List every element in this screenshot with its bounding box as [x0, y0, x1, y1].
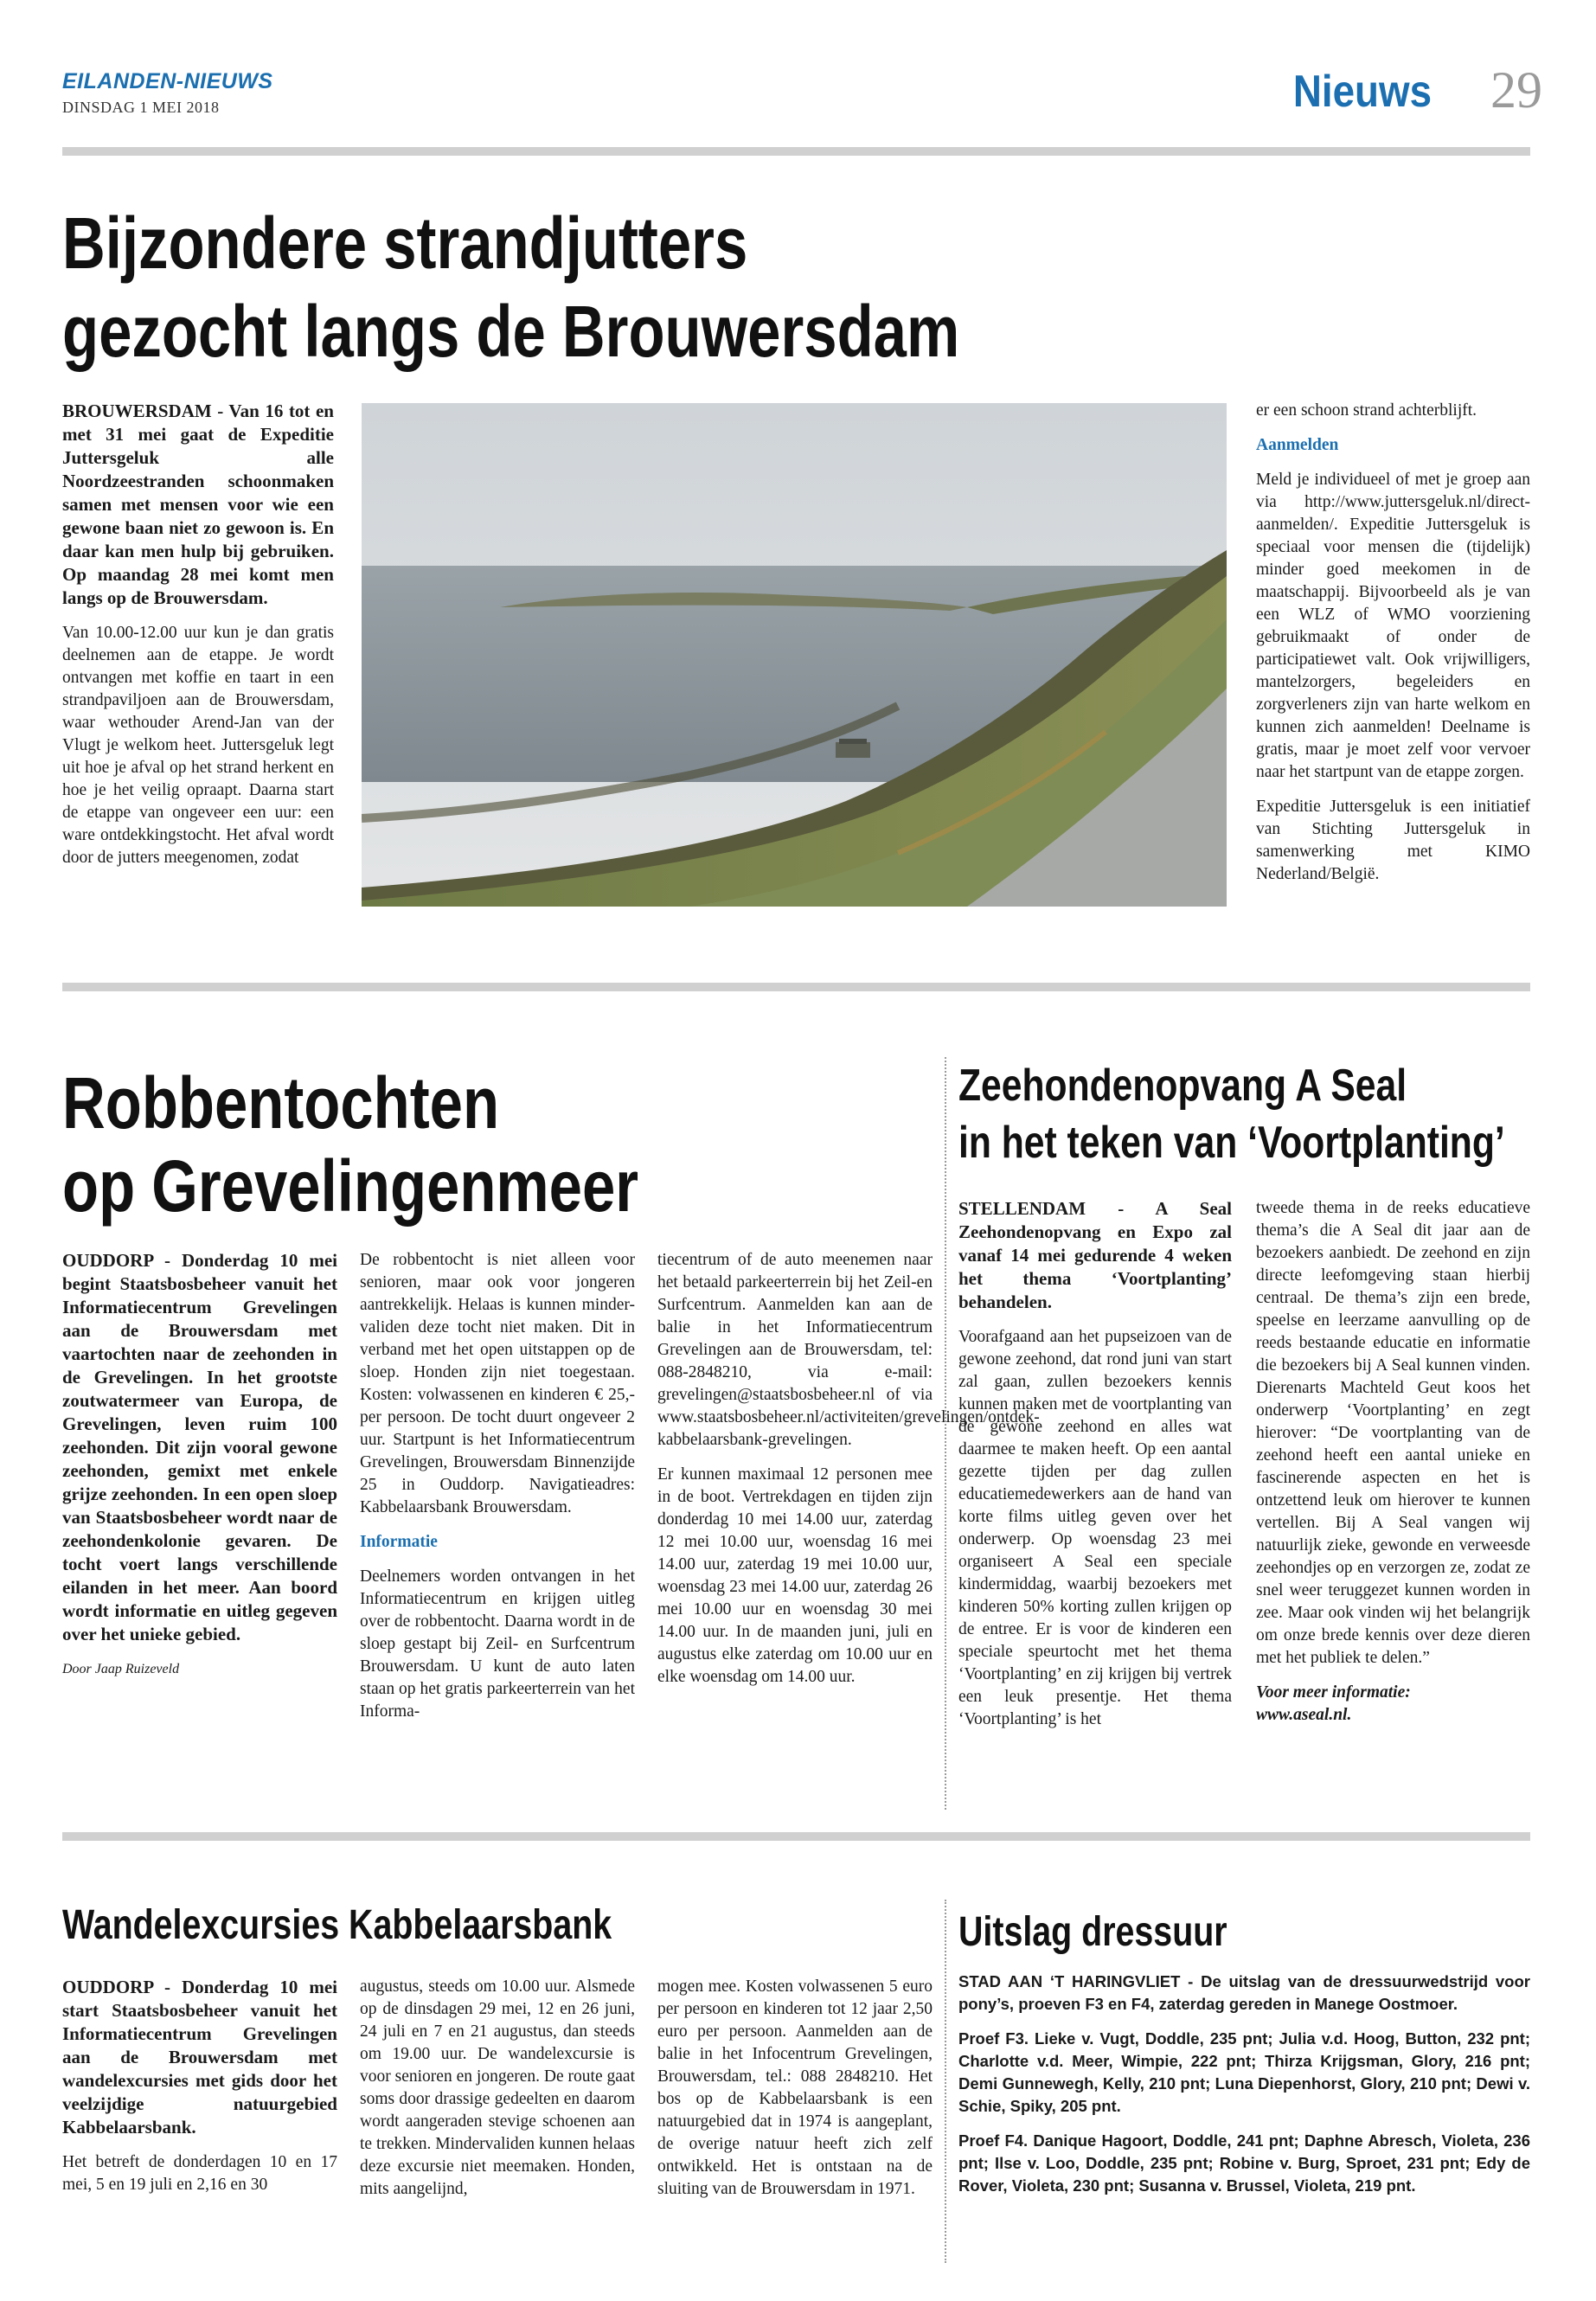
- article-divider-1: [62, 983, 1530, 991]
- article3-column2: [1256, 1197, 1530, 1727]
- masthead-logo: EILANDEN-NIEUWS: [62, 69, 273, 93]
- article4-body1: Het betreft de donderdagen 10 en 17 mei, 5 en 19 juli en 2,16 en 30: [62, 2153, 337, 2194]
- article1-headline-line2: gezocht langs de Brouwersdam: [62, 291, 960, 372]
- article3-headline-line2: in het teken van ‘Voortplanting’: [958, 1118, 1505, 1168]
- article2-lead: OUDDORP - Donderdag 10 mei begint Staatsbosbeheer vanuit het Informatiecentrum Grevelingen aan de Brouwersdam met vaartochten naar de zeehonden in de Grevelingen. In het grootste zoutwatermeer van Europa, de Grevelingen, leven ruim 100 zeehonden. Dit zijn vooral gewone zeehonden, gemixt met enkele grijze zeehonden. In een open sloep van Staatsbosbeheer wordt naar de zeehondenkolonie gevaren. De tocht voert langs verschillende eilanden in het meer. Aan boord wordt informatie en uitleg gegeven over het unieke gebied.: [62, 1250, 337, 1644]
- article4-body3: mogen mee. Kosten volwassenen 5 euro per persoon en kinderen tot 12 jaar 2,50 euro per persoon. Aanmelden aan de balie in het Infocentrum Grevelingen, Brouwersdam, tel.: 088 2848210. Het bos op de Kabbelaarsbank is een natuurgebied dat in 1974 is aangeplant, de overige natuur heeft zich zelf ontwikkeld. Het is ontstaan na de sluiting van de Brouwersdam in 1971.: [657, 1977, 933, 2198]
- article5-headline: Uitslag dressuur: [958, 1909, 1227, 1955]
- article4-column1: [62, 1976, 337, 2208]
- dressage-results-f4: Proef F4. Danique Hagoort, Doddle, 241 pnt; Daphne Abresch, Violeta, 236 pnt; Ilse v. Loo, Doddle, 235 pnt; Robine v. Burg, Sproet, 231 pnt; Edy de Rover, Violeta, 230 pnt; Susanna v. Brussel, Violeta, 219 pnt.: [958, 2131, 1530, 2195]
- article2-subhead-informatie: Informatie: [360, 1533, 438, 1551]
- article1-body2: er een schoon strand achterblijft.: [1256, 401, 1477, 420]
- article1-subhead-aanmelden: Aanmelden: [1256, 436, 1339, 454]
- article1-column1: [62, 400, 334, 881]
- header-rule: [62, 147, 1530, 156]
- article1-body1: Van 10.00-12.00 uur kun je dan gratis deelnemen aan de etappe. Je wordt ontvangen met koffie en taart in een strandpaviljoen aan de Brouwersdam, waar wethouder Arend-Jan van der Vlugt je welkom heet. Juttersgeluk legt uit hoe je afval op het strand herkent en hoe je het veilig opraapt. Daarna start de etappe van ongeveer een uur: een ware ontdekkingstocht. Het afval wordt door de jutters meegenomen, zodat: [62, 624, 334, 867]
- article3-headline-line1: Zeehondenopvang A Seal: [958, 1061, 1407, 1111]
- article2-body-a: De robbentocht is niet alleen voor senioren, maar ook voor jongeren aantrekkelijk. Helaas is kunnen minder-validen deze tocht niet maken. Dit in verband met het open uitstappen op de sloep. Honden zijn niet toegestaan. Kosten: volwassenen en kinderen € 25,- per persoon. De tocht duurt ongeveer 2 uur. Startpunt is het Informatiecentrum Grevelingen, Brouwersdam Binnenzijde 25 in Ouddorp. Navigatieadres: Kabbelaarsbank Brouwersdam.: [360, 1251, 635, 1516]
- article3-column1: [958, 1197, 1232, 1743]
- article3-lead: STELLENDAM - A Seal Zeehondenopvang en Expo zal vanaf 14 mei gedurende 4 weken het thema ‘Voortplanting’ behandelen.: [958, 1198, 1232, 1312]
- brouwersdam-landscape-image: [362, 403, 1227, 907]
- article2-body-c: tiecentrum of de auto meenemen naar het betaald parkeerterrein bij het Zeil-en Surfcentrum. Aanmelden kan aan de balie in het Informatiecentrum Grevelingen aan de Brouwersdam, tel: 088-2848210, via e-mail: grevelingen@staatsbosbeheer.nl of via www.staatsbosbeheer.nl/activiteiten/grevelingen/ontdek-kabbelaarsbank-grevelingen.: [657, 1251, 1040, 1449]
- article2-column2: [360, 1249, 635, 1735]
- article1-body4: Expeditie Juttersgeluk is een initiatief van Stichting Juttersgeluk in samenwerking met KIMO Nederland/België.: [1256, 798, 1530, 883]
- article5-body: [958, 1971, 1530, 2209]
- article2-body-b: Deelnemers worden ontvangen in het Informatiecentrum en krijgen uitleg over de robbentocht. Daarna wordt in de sloep gestapt bij Zeil- en Surfcentrum Brouwersdam. U kunt de auto laten staan op het gratis parkeerterrein van het Informa-: [360, 1567, 635, 1721]
- article2-column1: [62, 1249, 337, 1693]
- article4-column2: [360, 1976, 635, 2213]
- article2-headline-line1: Robbentochten: [62, 1062, 500, 1144]
- article2-body-d: Er kunnen maximaal 12 personen mee in de boot. Vertrekdagen en tijden zijn donderdag 10 mei 14.00 uur, zaterdag 12 mei 10.00 uur, woensdag 16 mei 14.00 uur, zaterdag 19 mei 10.00 uur, woensdag 23 mei 14.00 uur, zaterdag 26 mei 10.00 uur en woensdag 30 mei 14.00 uur. In de maanden juni, juli en augustus elke zaterdag om 10.00 uur en elke woensdag om 14.00 uur.: [657, 1465, 933, 1686]
- column-divider-2: [945, 1057, 946, 1810]
- article1-body3: Meld je individueel of met je groep aan via http://www.juttersgeluk.nl/direct-aanmelden/. Expeditie Juttersgeluk is speciaal voor mensen die (tijdelijk) minder goed meekomen in de maatschappij. Bijvoorbeeld als je van een WLZ of WMO voorziening gebruikmaakt of onder de participatiewet valt. Ook vrijwilligers, mantelzorgers, begeleiders en zorgverleners zijn van harte welkom en kunnen zich aanmelden! Deelname is gratis, maar je moet zelf voor vervoer naar het startpunt van de etappe zorgen.: [1256, 471, 1530, 781]
- dressage-results-f3: Proef F3. Lieke v. Vugt, Doddle, 235 pnt; Julia v.d. Hoog, Button, 232 pnt; Charlotte v.d. Meer, Wimpie, 222 pnt; Thirza Krijgsman, Glory, 216 pnt; Demi Gunnewegh, Kelly, 210 pnt; Luna Diepenhorst, Glory, 210 pnt; Dewi v. Schie, Spiky, 205 pnt.: [958, 2029, 1530, 2115]
- article2-column3: [657, 1249, 1040, 1701]
- article5-lead: STAD AAN ‘T HARINGVLIET - De uitslag van de dressuurwedstrijd voor pony’s, proeven F3 en F4, zaterdag gereden in Manege Oostmoer.: [958, 1972, 1530, 2013]
- article3-body2: tweede thema in de reeks educatieve thema’s die A Seal dit jaar aan de bezoekers aanbiedt. De zeehond en zijn directe leefomgeving staan hierbij centraal. De thema’s zijn een brede, speelse en leerzame aanvulling op de reeds bestaande educatie en informatie die bezoekers bij A Seal kunnen vinden. Dierenarts Machteld Geut koos het onderwerp ‘Voortplanting’ en zegt hierover: “De voortplanting van de zeehond heeft een aantal unieke en fascinerende aspecten en het is ontzettend leuk om hierover te kunnen vertellen. Bij A Seal vangen wij natuurlijk zieke, gewonde en verweesde zeehondjes op en verzorgen ze, zodat ze snel weer teruggezet kunnen worden in zee. Maar ook vinden wij het belangrijk om onze brede kennis over deze dieren met het publiek te delen.”: [1256, 1199, 1530, 1667]
- article2-byline: Door Jaap Ruizeveld: [62, 1662, 180, 1676]
- article4-lead: OUDDORP - Donderdag 10 mei start Staatsbosbeheer vanuit het Informatiecentrum Grevelingen aan de Brouwersdam met wandelexcursies met gids door het veelzijdige natuurgebied Kabbelaarsbank.: [62, 1977, 337, 2138]
- page-number: 29: [1490, 61, 1542, 119]
- article-divider-2: [62, 1832, 1530, 1841]
- article3-more-info-url[interactable]: www.aseal.nl.: [1256, 1706, 1352, 1724]
- article1-column3: [1256, 400, 1530, 898]
- article1-headline-line1: Bijzondere strandjutters: [62, 202, 748, 284]
- article1-lead: BROUWERSDAM - Van 16 tot en met 31 mei gaat de Expeditie Juttersgeluk alle Noordzeestranden schoonmaken samen met mensen voor wie een gewone baan niet zo gewoon is. En daar kan men hulp bij gebruiken. Op maandag 28 mei komt men langs op de Brouwersdam.: [62, 401, 334, 608]
- article3-body1: Voorafgaand aan het pupseizoen van de gewone zeehond, dat rond juni van start zal gaan, zullen bezoekers kennis kunnen maken met de voortplanting van de gewone zeehond en alles wat daarmee te maken heeft. Op een aantal gezette tijden per dag zullen educatiemedewerkers aan de hand van korte films uitleg geven over het onderwerp. Op woensdag 23 mei organiseert A Seal een speciale kindermiddag, waarbij bezoekers met kinderen 50% korting zullen krijgen op de entree. Er is voor de kinderen een speciale speurtocht met het thema ‘Voortplanting’ en zij krijgen bij vertrek een leuk presentje. Het thema ‘Voortplanting’ is het: [958, 1328, 1232, 1728]
- brouwersdam-photo: [362, 403, 1227, 907]
- column-divider-3: [945, 1900, 946, 2263]
- article3-more-info-label: Voor meer informatie:: [1256, 1683, 1411, 1702]
- article4-body2: augustus, steeds om 10.00 uur. Alsmede op de dinsdagen 29 mei, 12 en 26 juni, 24 juli en 7 en 21 augustus, dan steeds om 19.00 uur. De wandelexcursie is voor senioren en jongeren. De route gaat soms door drassige gedeelten en daarom wordt aangeraden stevige schoenen aan te trekken. Mindervaliden kunnen helaas deze excursie niet meemaken. Honden, mits aangelijnd,: [360, 1977, 635, 2198]
- section-title: Nieuws: [1292, 67, 1432, 117]
- article4-column3: [657, 1976, 933, 2213]
- article2-headline-line2: op Grevelingenmeer: [62, 1145, 639, 1227]
- article4-headline: Wandelexcursies Kabbelaarsbank: [62, 1902, 612, 1948]
- issue-date: DINSDAG 1 MEI 2018: [62, 99, 220, 116]
